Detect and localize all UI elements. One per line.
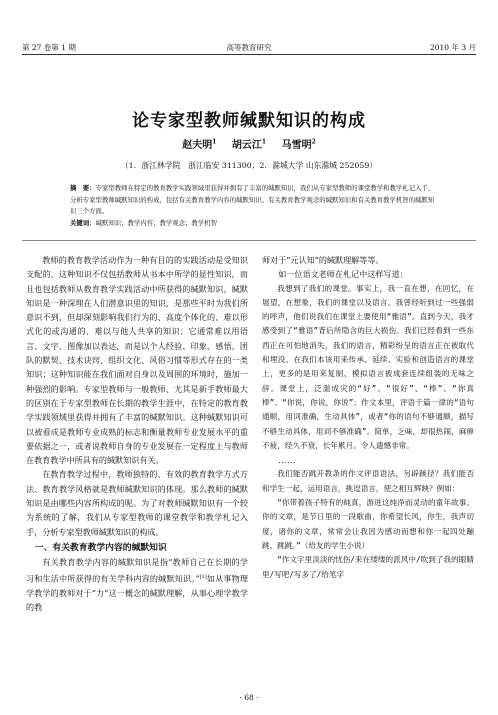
section-heading: 一、有关教育教学内容的缄默知识	[34, 542, 167, 553]
keywords-label: 关键词：	[70, 218, 96, 227]
issue-date: 2010 年 3 月	[429, 43, 476, 52]
abstract-block	[70, 183, 436, 229]
divider	[22, 240, 476, 241]
right-column	[262, 253, 474, 582]
author: 马雪明$^2$	[281, 138, 316, 151]
abstract-text: 专家型教师在特定的教育教学实践领域里获得并拥有了丰富的缄默知识，我们从专家型教师的课堂教学和教学札记入手，分析专家型教师缄默知识的构成，包括有关教育教学内容的缄默知识、有关教育教学观念的缄默知识和有关教育教学机智的缄默知识三个方面。	[70, 184, 435, 215]
paragraph: 在教育教学过程中，教师独特的、有效的教育教学方式方法、教育教学风格就是教师缄默知识的体现。那么教师的缄默知识是由哪些内容所构成的呢。为了对教师缄默知识有一个较为系统的了解，我们从专家型教师的课堂教学和教学札记入手，分析专家型教师缄默知识的构成。	[26, 469, 248, 537]
abstract	[70, 183, 436, 218]
quoted-note: “作文字里淡淡的忧伤/来在缕缕的派风中/吹到了我的眼睛里/写吧/写多了/给笔字	[262, 555, 474, 579]
ellipsis: ……	[278, 455, 297, 466]
citation: [1]	[199, 573, 207, 580]
volume-issue: 第 27 卷第 1 期	[22, 43, 76, 52]
affiliation: （1．浙江林学院 浙江临安 311300；2．滁城大学 山东滁城 252059）	[120, 161, 378, 170]
paragraph: 教师的教育教学活动作为一种有目的的实践活动是受知识支配的，这种知识不仅包括教师从书本中所学的显性知识，而且也包括教师从教育教学实践活动中所获得的缄默知识。缄默知识是一种深埋在人们潜意识里的知识，是那些平时为我们所意识不到，但却深刻影响我们行为的、高度个体化的、难以形式化的或沟通的、难以与他人共享的知识；它通常难以用语言、文字、图像加以表达，而是以个人经验、印象、感悟、团队的默契、技术诀窍、组织文化、风俗习惯等形式存在的一类知识；这种知识能在我们面对自身以及周围的环境时，施加一种强烈的影响。专家型教师与一般教师、尤其是新手教师最大的区别在于专家型教师在长期的教学生涯中，在特定的教育教学实践领域里获得并拥有了丰富的缄默知识。这种缄默知识可以被看成是教师专业成熟的标志和衡量教师专业发展水平的重要依据之一，或者说教师自身的专业发展在一定程度上与教师在教育教学中所具有的缄默知识有关。	[26, 255, 248, 466]
author: 胡云江$^1$	[231, 138, 267, 151]
journal-name: 高等教育研究	[226, 43, 272, 52]
keywords-text: 缄默知识；教学内容；教学观念；教学机智	[95, 218, 217, 227]
quoted-note: 我们能否跳开教条的作文评语语法，另辟蹊径？我们能否和学生一起，运用语言，挑逗语言，使之相互辉映？例如：	[262, 469, 474, 493]
paragraph: 有关教育教学内容的缄默知识是指“教师自己在长期的学习和生活中所获得的有关学科内容的缄默知识。”[1]如从事物理学教学的教师对于“力”这一概念的缄默理解，从事心理学教学的教	[26, 557, 248, 612]
page-number: · 68 ·	[239, 693, 259, 702]
paragraph: 师对于“元认知”的缄默理解等等。	[262, 255, 384, 265]
quoted-note: 我想到了我们的课堂。事实上，我一直在想，在回忆，在展望，在想象，我们的课堂以及语言。我曾经听到过一些强弱的呼声，他们说我们在课堂上要使用“雅语”。直到今天，我才感受到了“雅语”背后所隐含的巨大损伤。我们已经看到一些东西正在可怕地消失，我们的语言，精彩纷呈的语言正在被取代和埋没。在我们本该用来传承、延续、实验和创造语言的课堂上，更多的是用来复制、模拟语言被成套连续组装的无味之辞。课堂上，泛滥成灾的“好”、“很好”、“棒”、“你真棒”、“你说，你说，你说”；作文本里，评语千篇一律的“语句通顺，用词准确，生动具体”，或者“你的语句不够通顺，描写不够生动具体，用词不够准确”。简单，乏味，却很热闹，麻痹不疲，经久不衰，长年累月。令人遗憾非常。	[262, 283, 474, 450]
running-header	[22, 40, 476, 55]
keywords	[70, 218, 436, 230]
left-column	[26, 253, 248, 614]
article-title: 论专家型教师缄默知识的构成	[132, 111, 366, 131]
quoted-note: “你带着孩子特有的純真，游进这纯净而灵动的童年故事。你的文章，是节日里的一段歌曲，你希望长风，你生，我声切度，诸你的文章，常常会让我因为感动而想和你一起四处蹦跳、跳跳。”（给友的学生小说）	[262, 498, 474, 550]
author-list	[0, 136, 498, 151]
paragraph: 如一位语文老师在札记中这样写道：	[278, 269, 408, 280]
abstract-label: 摘 要：	[70, 184, 96, 192]
author: 赵夫明$^1$	[182, 138, 217, 151]
